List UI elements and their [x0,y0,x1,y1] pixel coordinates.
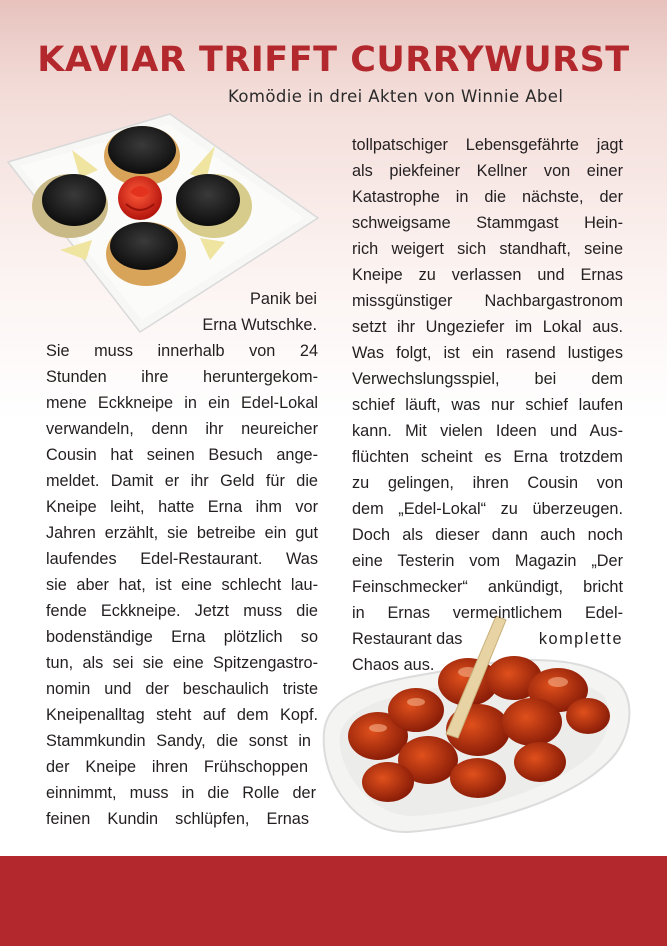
left-text-line: sie aber hat, ist eine schlecht lau- [46,576,318,594]
right-text-line: dem „Edel-Lokal“ zu überzeugen. [352,500,623,518]
left-text-line: Erna Wutschke. [202,316,317,334]
left-text-line: einnimmt, muss in die Rolle der [46,784,316,802]
left-text-line: verwandeln, denn ihr neureicher [46,420,318,438]
right-text-line: Feinschmecker“ ankündigt, bricht [352,578,623,596]
footer-bar [0,856,667,946]
right-text-line: komplette [538,630,623,648]
left-text-line: Kneipe leiht, hatte Erna ihm vor [46,498,318,516]
right-text-line: tollpatschiger Lebensgefährte jagt [352,136,623,154]
left-text-line: Kneipenalltag steht auf dem Kopf. [46,706,318,724]
right-text-line: in Ernas vermeintlichem Edel- [352,604,623,622]
right-text-line: zu gelingen, ihren Cousin von [352,474,623,492]
left-text-line: feinen Kundin schlüpfen, Ernas [46,810,309,828]
left-text-line: Stunden ihre heruntergekom- [46,368,318,386]
right-text-line: flüchten scheint es Erna trotzdem [352,448,623,466]
right-text-line: Chaos aus. [352,656,435,674]
right-text-line: Doch als dieser dann auch noch [352,526,623,544]
left-text-line: tun, als sei sie eine Spitzengastro- [46,654,318,672]
page-title: KAVIAR TRIFFT CURRYWURST [37,40,630,80]
right-text-line: schweigsame Stammgast Hein- [352,214,623,232]
left-text-line: nomin und der beschaulich triste [46,680,318,698]
right-text-line: rich weigert sich standhaft, seine [352,240,623,258]
left-text-line: Sie muss innerhalb von 24 [46,342,318,360]
left-text-line: der Kneipe ihren Frühschoppen [46,758,308,776]
left-text-line: Panik bei [250,290,317,308]
right-text-line: missgünstiger Nachbargastronom [352,292,623,310]
right-text-line: schief läuft, was nur schief laufen [352,396,623,414]
right-text-line: Verwechslungsspiel, bei dem [352,370,623,388]
right-text-line: als piekfeiner Kellner von einer [352,162,623,180]
right-text-line: Was folgt, ist ein rasend lustiges [352,344,623,362]
page-subtitle: Komödie in drei Akten von Winnie Abel [228,87,564,106]
left-text-line: Stammkundin Sandy, die sonst in [46,732,311,750]
left-text-line: mene Eckkneipe in ein Edel-Lokal [46,394,318,412]
right-text-line: Restaurant das [352,630,463,648]
right-text-line: kann. Mit vielen Ideen und Aus- [352,422,623,440]
left-text-line: Jahren erzählt, sie betreibe ein gut [46,524,318,542]
left-text-line: bodenständige Erna plötzlich so [46,628,318,646]
right-text-line: Katastrophe in die nächste, der [352,188,623,206]
right-text-line: Kneipe zu verlassen und Ernas [352,266,623,284]
right-text-line: eine Testerin vom Magazin „Der [352,552,623,570]
left-text-line: laufendes Edel-Restaurant. Was [46,550,318,568]
left-text-line: Cousin hat seinen Besuch ange- [46,446,318,464]
left-text-line: fende Eckkneipe. Jetzt muss die [46,602,318,620]
right-text-line: setzt ihr Ungeziefer im Lokal aus. [352,318,623,336]
left-text-line: meldet. Damit er ihr Geld für die [46,472,318,490]
